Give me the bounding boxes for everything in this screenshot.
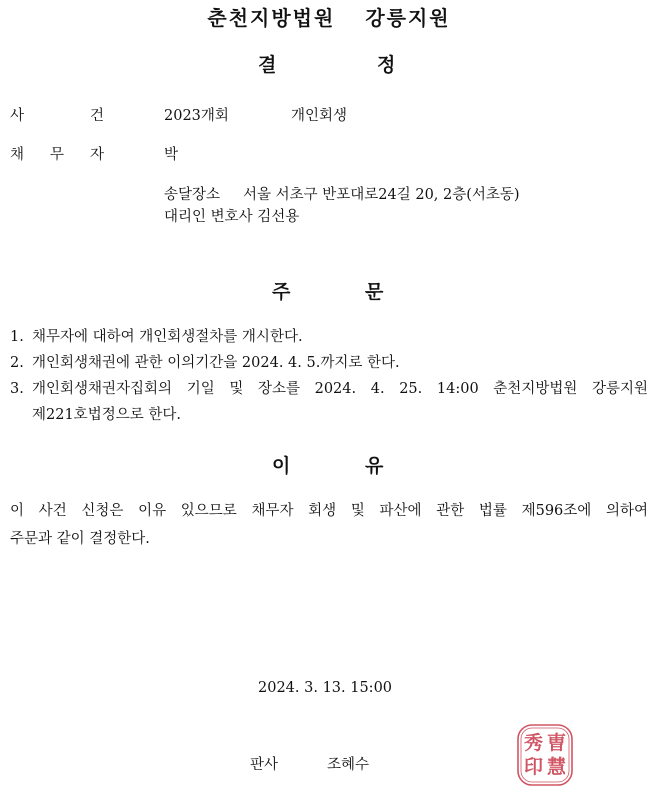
order-item-text: 채무자에 대하여 개인회생절차를 개시한다. (32, 329, 303, 345)
doc-title-char2: 정 (377, 54, 396, 76)
svg-text:慧: 慧 (547, 756, 567, 778)
order-item-2 (10, 351, 400, 372)
order-item-1 (10, 325, 303, 346)
court-name-branch: 강릉지원 (365, 6, 451, 30)
reason-heading-char1: 이 (272, 455, 291, 477)
order-item-num: 3. (10, 381, 24, 397)
judge-name: 조혜수 (327, 757, 370, 773)
service-address-label: 송달장소 (164, 187, 221, 203)
reason-heading-char2: 유 (365, 455, 384, 477)
debtor-name: 박 (164, 147, 179, 163)
judge-seal-icon (514, 722, 576, 788)
order-heading-char2: 문 (365, 281, 384, 303)
case-label-char1: 사 (10, 108, 25, 124)
debtor-label-char2: 무 (50, 147, 65, 163)
svg-text:印: 印 (524, 756, 544, 778)
service-address: 서울 서초구 반포대로24길 20, 2층(서초동) (243, 187, 520, 203)
court-name (0, 2, 658, 31)
doc-title-char1: 결 (258, 54, 277, 76)
svg-text:曺: 曺 (547, 732, 567, 754)
order-item-num: 2. (10, 355, 24, 371)
order-item-3-cont: 제221호법정으로 한다. (32, 407, 181, 423)
case-type: 개인회생 (291, 108, 348, 124)
case-label-char2: 건 (90, 108, 105, 124)
reason-line-2: 주문과 같이 결정한다. (10, 531, 150, 547)
decision-datetime: 2024. 3. 13. 15:00 (258, 680, 393, 696)
reason-line-1: 이 사건 신청은 이유 있으므로 채무자 회생 및 파산에 관한 법률 제596조에 의하여 (10, 503, 648, 519)
order-heading-char1: 주 (272, 281, 291, 303)
court-name-main: 춘천지방법원 (207, 6, 336, 30)
order-item-3 (10, 377, 648, 398)
order-item-text: 개인회생채권자집회의 기일 및 장소를 2024. 4. 25. 14:00 춘천지방법원 강릉지원 (32, 381, 648, 397)
order-item-text: 개인회생채권에 관한 이의기간을 2024. 4. 5.까지로 한다. (32, 355, 400, 371)
debtor-label-char1: 채 (10, 147, 25, 163)
order-item-num: 1. (10, 329, 24, 345)
debtor-label-char3: 자 (90, 147, 105, 163)
svg-text:秀: 秀 (524, 732, 544, 754)
agent-line: 대리인 변호사 김선용 (164, 209, 300, 225)
case-number: 2023개회 (164, 108, 229, 124)
judge-title: 판사 (250, 757, 279, 773)
